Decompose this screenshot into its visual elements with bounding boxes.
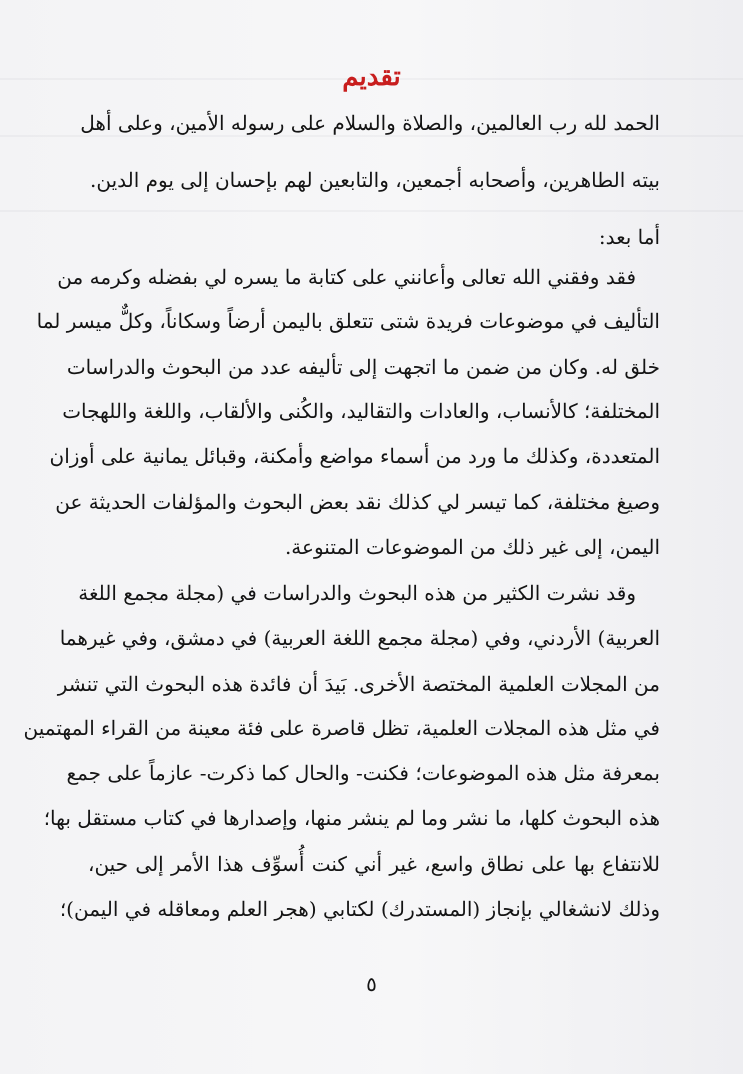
text-line: المتعددة، وكذلك ما ورد من أسماء مواضع وأمكنة، وقبائل يمانية على أوزان (49, 444, 660, 468)
text-line: وصيغ مختلفة، كما تيسر لي كذلك نقد بعض البحوث والمؤلفات الحديثة عن (55, 490, 660, 514)
bleed-through-shadow (0, 210, 743, 212)
text-line: المختلفة؛ كالأنساب، والعادات والتقاليد، والكُنى والألقاب، واللغة واللهجات (62, 399, 660, 423)
text-line: فقد وفقني الله تعالى وأعانني على كتابة ما يسره لي بفضله وكرمه من (57, 265, 636, 289)
page-title: تقديم (342, 62, 401, 92)
text-line: خلق له. وكان من ضمن ما اتجهت إلى تأليفه عدد من البحوث والدراسات (66, 355, 660, 379)
text-line: في مثل هذه المجلات العلمية، تظل قاصرة على فئة معينة من القراء المهتمين (23, 716, 660, 740)
text-line: بيته الطاهرين، وأصحابه أجمعين، والتابعين لهم بإحسان إلى يوم الدين. (90, 168, 660, 192)
text-line: أما بعد: (598, 225, 660, 249)
text-line: من المجلات العلمية المختصة الأخرى. بَيدَ أن فائدة هذه البحوث التي تنشر (57, 672, 660, 696)
text-line: الحمد لله رب العالمين، والصلاة والسلام على رسوله الأمين، وعلى أهل (80, 111, 660, 135)
page-number: ٥ (366, 972, 377, 996)
text-line: هذه البحوث كلها، ما نشر وما لم ينشر منها، وإصدارها في كتاب مستقل بها؛ (43, 806, 660, 830)
text-line: العربية) الأردني، وفي (مجلة مجمع اللغة العربية) في دمشق، وفي غيرهما (59, 626, 660, 650)
text-line: اليمن، إلى غير ذلك من الموضوعات المتنوعة. (284, 535, 660, 559)
text-line: بمعرفة مثل هذه الموضوعات؛ فكنت- والحال كما ذكرت- عازماً على جمع (66, 761, 660, 785)
text-line: للانتفاع بها على نطاق واسع، غير أني كنت أُسوِّف هذا الأمر إلى حين، (88, 852, 660, 876)
text-line: وقد نشرت الكثير من هذه البحوث والدراسات في (مجلة مجمع اللغة (78, 581, 636, 605)
text-line: التأليف في موضوعات فريدة شتى تتعلق باليمن أرضاً وسكاناً، وكلٌّ ميسر لما (36, 309, 660, 333)
text-line: وذلك لانشغالي بإنجاز (المستدرك) لكتابي (هجر العلم ومعاقله في اليمن)؛ (59, 897, 660, 921)
